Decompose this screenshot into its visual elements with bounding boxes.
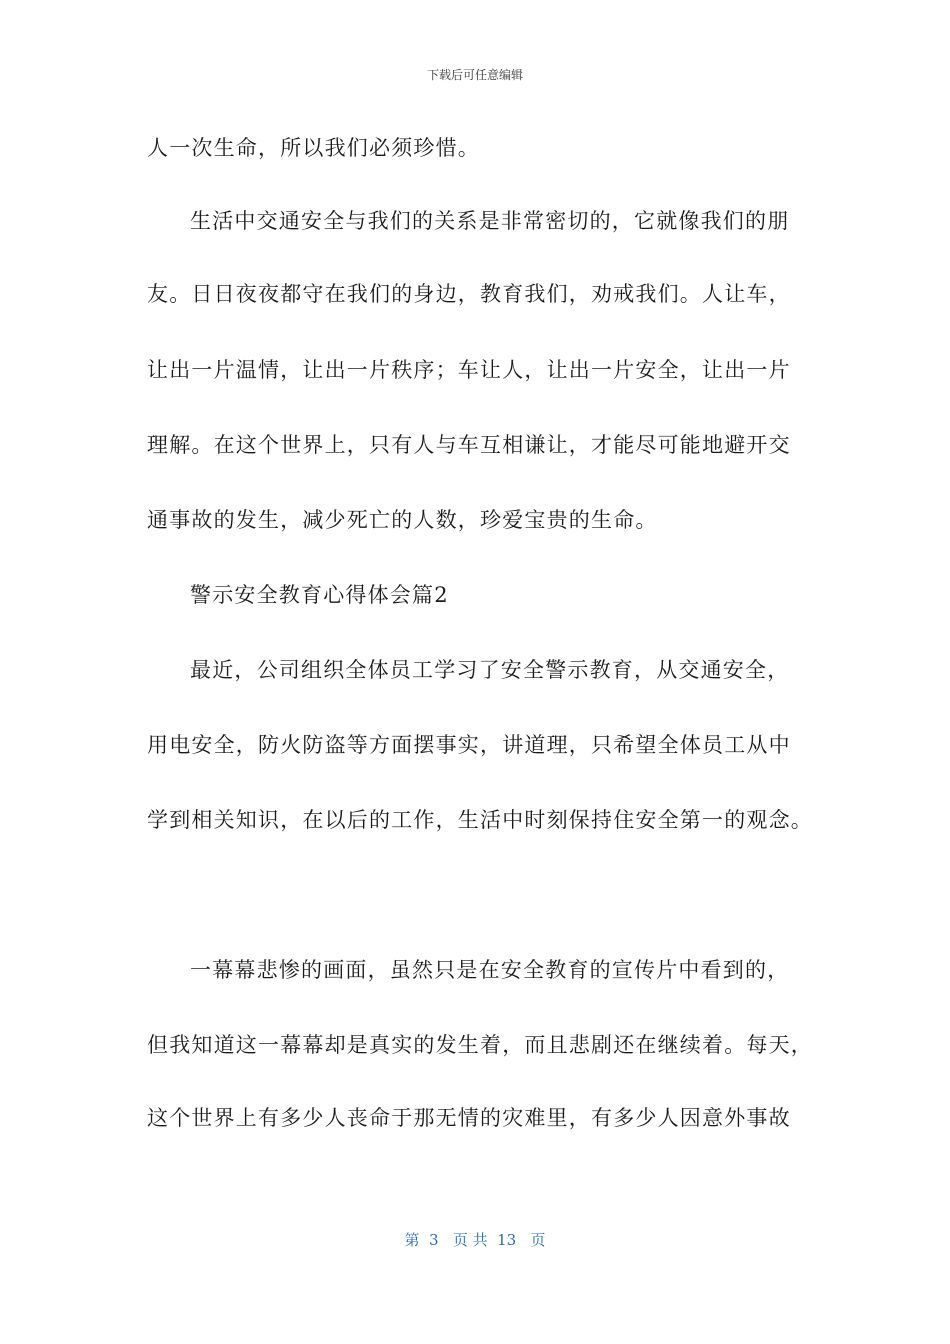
body-line: 学到相关知识，在以后的工作，生活中时刻保持住安全第一的观念。: [147, 808, 813, 832]
body-line: 让出一片温情，让出一片秩序；车让人，让出一片安全，让出一片: [147, 358, 791, 382]
body-line: 理解。在这个世界上，只有人与车互相谦让，才能尽可能地避开交: [147, 433, 791, 457]
body-line: 用电安全，防火防盗等方面摆事实，讲道理，只希望全体员工从中: [147, 733, 791, 757]
body-line: 最近，公司组织全体员工学习了安全警示教育，从交通安全，: [190, 658, 790, 682]
body-line: 但我知道这一幕幕却是真实的发生着，而且悲剧还在继续着。每天，: [147, 1033, 813, 1057]
body-line: 通事故的发生，减少死亡的人数，珍爱宝贵的生命。: [147, 508, 658, 532]
page-header: 下载后可任意编辑: [426, 68, 523, 82]
body-line: 这个世界上有多少人丧命于那无情的灾难里，有多少人因意外事故: [147, 1106, 791, 1130]
section-heading: 警示安全教育心得体会篇2: [190, 583, 449, 607]
page-number-footer: 第 3 页 共 13 页: [404, 1231, 546, 1249]
body-line: 生活中交通安全与我们的关系是非常密切的，它就像我们的朋: [190, 209, 790, 233]
body-line: 友。日日夜夜都守在我们的身边，教育我们，劝戒我们。人让车，: [147, 282, 791, 306]
body-line: 一幕幕悲惨的画面，虽然只是在安全教育的宣传片中看到的，: [190, 958, 790, 982]
body-line: 人一次生命，所以我们必须珍惜。: [147, 136, 480, 160]
